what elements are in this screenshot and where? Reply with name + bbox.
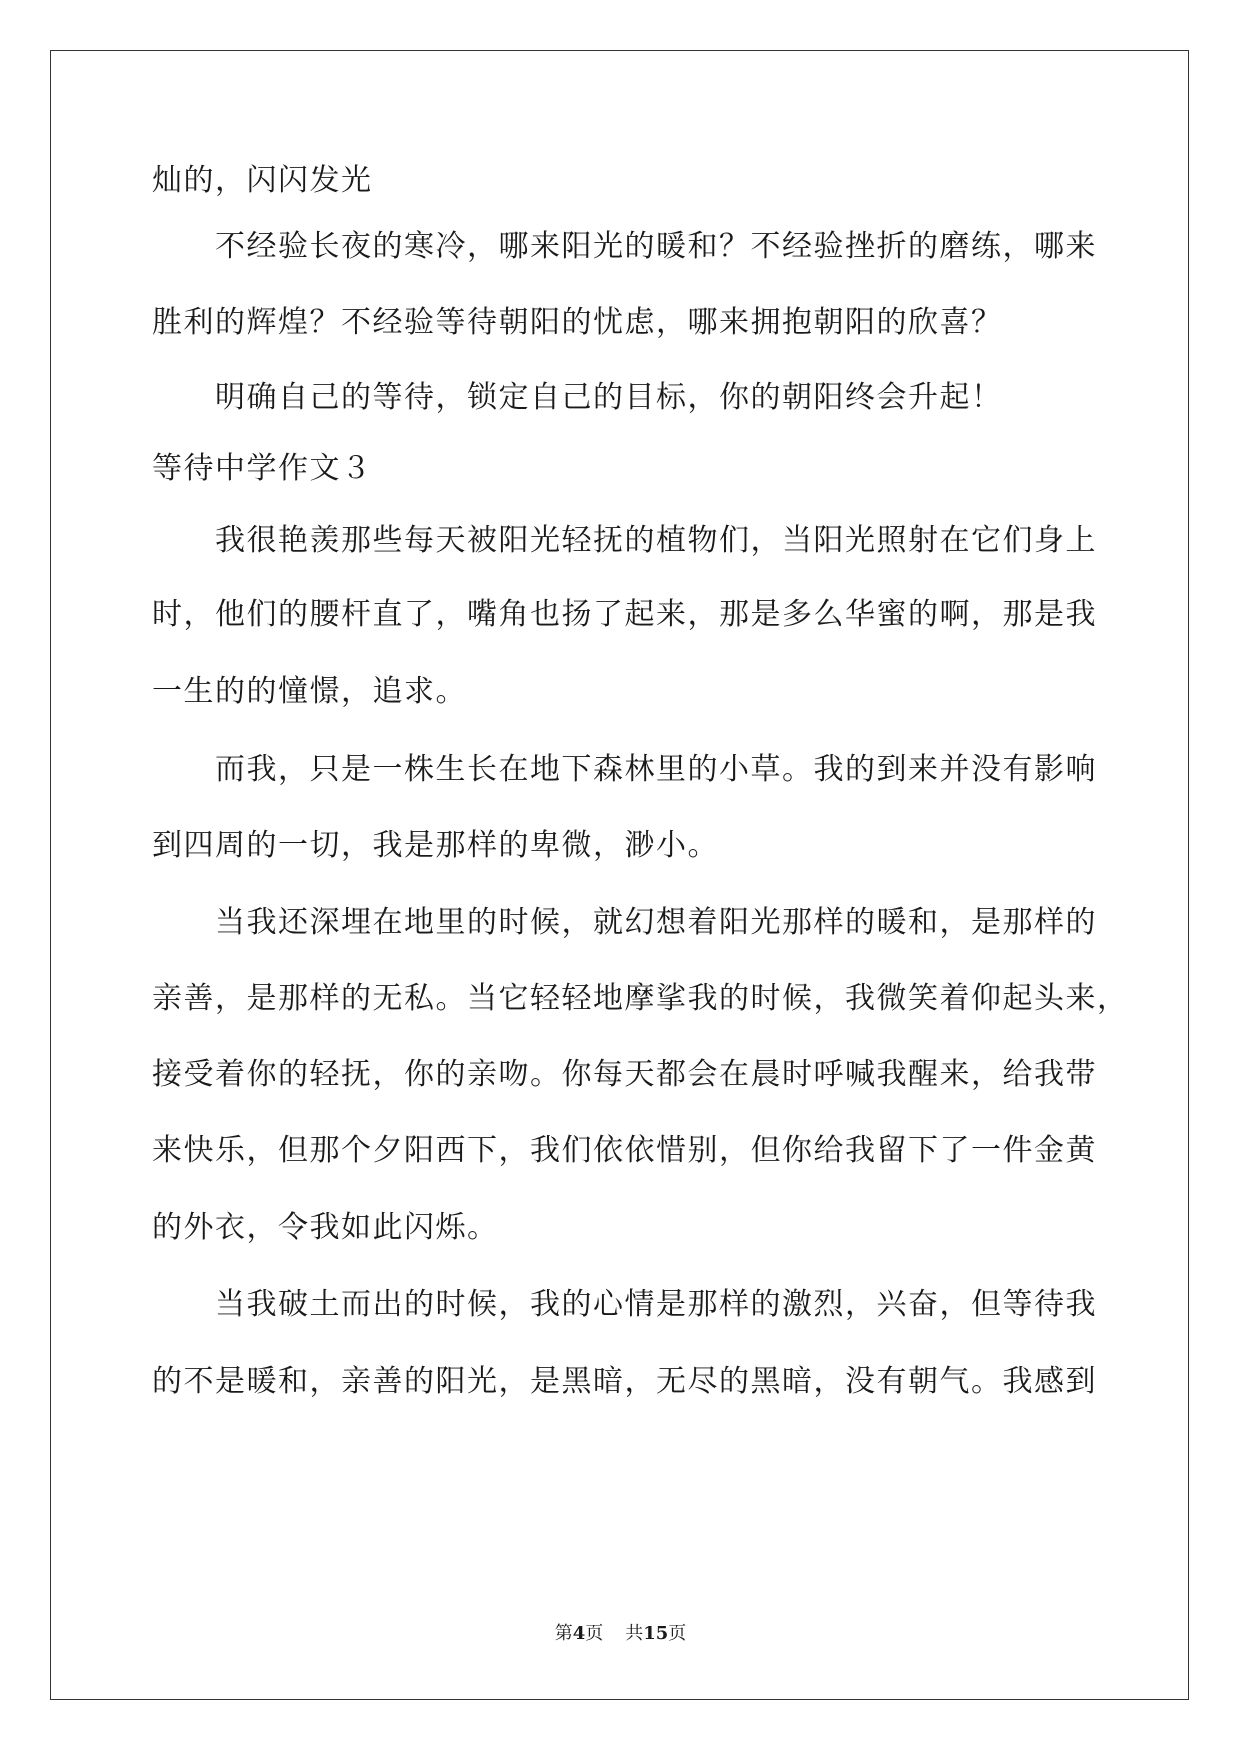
text-line: 时，他们的腰杆直了，嘴角也扬了起来，那是多么华蜜的啊，那是我: [152, 597, 1097, 632]
footer-total-suffix: 页: [668, 1623, 687, 1644]
footer-prefix: 第: [554, 1623, 573, 1644]
text-line: 当我破土而出的时候，我的心情是那样的激烈，兴奋，但等待我: [215, 1287, 1097, 1322]
footer-page-suffix: 页: [585, 1623, 604, 1644]
text-line: 接受着你的轻抚，你的亲吻。你每天都会在晨时呼喊我醒来，给我带: [152, 1057, 1097, 1092]
text-line: 一生的的憧憬，追求。: [152, 674, 467, 709]
text-line: 亲善，是那样的无私。当它轻轻地摩挲我的时候，我微笑着仰起头来，: [152, 981, 1129, 1016]
page-footer: [0, 1622, 1241, 1646]
text-line: 明确自己的等待，锁定自己的目标，你的朝阳终会升起！: [215, 380, 1003, 415]
text-line: 而我，只是一株生长在地下森林里的小草。我的到来并没有影响: [215, 752, 1097, 787]
text-line: 胜利的辉煌？不经验等待朝阳的忧虑，哪来拥抱朝阳的欣喜？: [152, 305, 1003, 340]
text-line: 到四周的一切，我是那样的卑微，渺小。: [152, 828, 719, 863]
total-pages: 15: [643, 1623, 669, 1644]
section-heading: 等待中学作文３: [152, 451, 373, 486]
page-border: [50, 50, 1189, 1700]
text-line: 我很艳羡那些每天被阳光轻抚的植物们，当阳光照射在它们身上: [215, 523, 1097, 558]
text-line: 灿的，闪闪发光: [152, 163, 373, 198]
footer-total-prefix: 共: [625, 1623, 644, 1644]
page-number: 4: [572, 1623, 586, 1644]
text-line: 不经验长夜的寒冷，哪来阳光的暖和？不经验挫折的磨练，哪来: [215, 229, 1097, 264]
text-line: 的不是暖和，亲善的阳光，是黑暗，无尽的黑暗，没有朝气。我感到: [152, 1364, 1097, 1399]
text-line: 的外衣，令我如此闪烁。: [152, 1210, 499, 1245]
text-line: 来快乐，但那个夕阳西下，我们依依惜别，但你给我留下了一件金黄: [152, 1133, 1097, 1168]
text-line: 当我还深埋在地里的时候，就幻想着阳光那样的暖和，是那样的: [215, 905, 1097, 940]
